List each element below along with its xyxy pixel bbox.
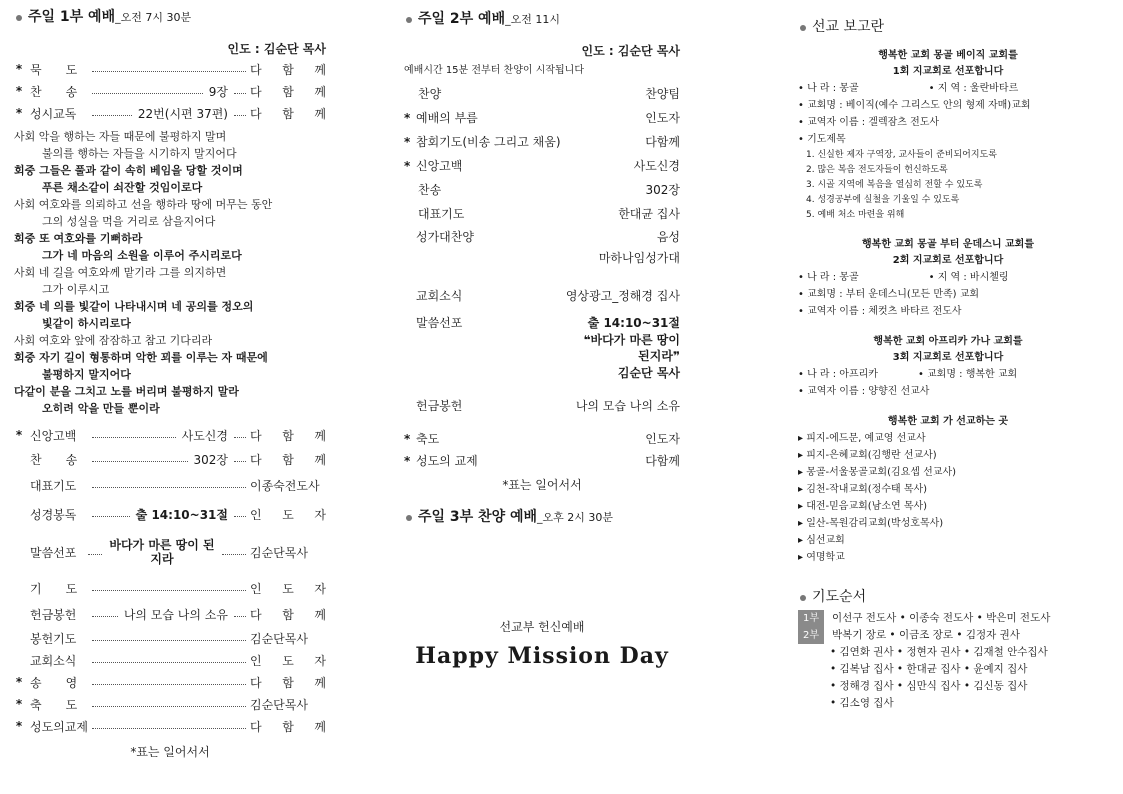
prayer-topic-line: 3. 시골 지역에 복음을 열심히 전할 수 있도록 [806,180,983,190]
second-service-time: _오전 11시 [505,13,560,26]
order-person: 302장 [645,183,680,197]
mission-place-item: ▸ 여명학교 [798,552,845,563]
order-label: 성경봉독 [30,507,77,522]
responsive-line: 사회 악을 행하는 자들 때문에 불평하지 말며 [14,130,227,143]
mission-places-title: 행복한 교회 가 선교하는 곳 [887,416,1009,427]
dot-leader [92,460,188,462]
mission-places [798,414,1098,566]
order-row [404,428,680,450]
mission-info-line: • 교회명 : 베이직(예수 그리스도 안의 형제 자매)교회 [798,100,1031,111]
dot-leader [92,661,246,663]
first-sermon-title: 바다가 마른 땅이 된지라 [109,538,215,566]
third-dept: 선교부 헌신예배 [499,620,585,634]
dot-leader [92,114,132,116]
dot-leader [92,639,246,641]
standing-marker: * [15,106,23,120]
standing-marker: * [15,719,23,733]
order-row [14,671,326,693]
first-order-list-c [14,575,326,737]
mission-report-title: 선교 보고란 [812,19,885,35]
order-row [14,715,326,737]
news-label: 교회소식 [416,289,463,303]
responsive-line: 사회 네 길을 여호와께 맡기라 그를 의지하면 [14,266,227,279]
order-label: 교회소식 [30,653,77,668]
order-person: 이종숙전도사 [250,478,320,493]
second-standing-note: *표는 일어서서 [502,478,582,492]
dot-leader [234,92,246,94]
first-service-leader: 인도 : 김순단 목사 [227,42,326,56]
order-row [14,102,326,124]
mission-place-item: ▸ 피지-은혜교회(김행란 선교사) [798,450,937,461]
second-tail-list [404,428,680,472]
mission-info-line: • 교역자 이름 : 겔렉잠츠 전도사 [798,117,940,128]
order-label: 대표기도 [418,207,465,221]
dot-leader [92,70,246,72]
prayer-names-line: • 정해경 집사 • 심만식 집사 • 김신동 집사 [830,680,1028,692]
standing-marker: * [404,432,411,446]
third-service-time: _오후 2시 30분 [537,511,614,524]
order-person: 다 함 께 [250,607,326,622]
order-person: 다 함 께 [250,428,326,443]
anthem-choir-name: 마하나임성가대 [598,251,680,265]
prayer-names-line: • 김소영 집사 [830,697,894,709]
mission-info-line: • 기도제목 [798,134,846,145]
prayer-row-1-names: 이선구 전도사 • 이종숙 전도사 • 박은미 전도사 [832,612,1051,624]
dot-leader [92,705,246,707]
mission-place-item: ▸ 몽골-서울몽골교회(김요셉 선교사) [798,467,957,478]
responsive-line: 빛같이 하시리로다 [42,317,131,330]
responsive-line: 회중 그들은 풀과 같이 속히 베임을 당할 것이며 [14,164,243,177]
dot-leader [92,486,246,488]
prayer-row-2 [798,627,1098,644]
dot-leader [234,615,246,617]
order-label: 성시교독 [30,106,77,121]
order-person: 다 함 께 [250,62,326,77]
second-offering-row [404,394,680,418]
prayer-topic-line: 5. 예배 처소 마련을 위해 [806,210,905,220]
order-row [14,447,326,471]
first-order-list-a [14,58,326,124]
order-detail: 9장 [208,84,228,99]
order-row [14,471,326,499]
order-row [14,693,326,715]
order-row [14,58,326,80]
order-label: 축도 [416,432,440,446]
dot-leader [92,615,118,617]
anthem-label: 성가대찬양 [416,230,474,244]
responsive-line: 사회 여호와 앞에 잠잠하고 참고 기다리라 [14,334,213,347]
prayer-tag-1: 1부 [798,610,824,627]
dot-leader [92,515,130,517]
order-person: 다 함 께 [250,452,326,467]
mission-day-title: Happy Mission Day [415,643,669,669]
dot-leader [234,436,246,438]
dot-leader [92,92,203,94]
second-service-header [404,8,680,30]
first-sermon-label: 말씀선포 [30,545,77,560]
order-row [14,499,326,529]
order-row [14,601,326,627]
responsive-line: 다같이 분을 그치고 노를 버리며 불평하지 말라 [14,385,239,398]
order-person: 김순단목사 [250,697,308,712]
order-row [404,154,680,178]
second-sermon-row [404,314,680,332]
anthem-row [404,226,680,248]
order-row [404,106,680,130]
standing-marker: * [404,454,411,468]
responsive-reading [14,128,326,417]
first-service-header [14,6,326,28]
standing-marker [404,82,416,106]
order-row [404,178,680,202]
standing-marker: * [404,111,411,125]
second-service-leader: 인도 : 김순단 목사 [581,44,680,58]
responsive-line: 불평하지 말지어다 [42,368,131,381]
mission-info-line: • 나 라 : 아프리카 • 교회명 : 행복한 교회 [798,369,1018,380]
order-row [404,82,680,106]
mission-info-line: • 교역자 이름 : 체컷츠 바타르 전도사 [798,306,962,317]
standing-marker: * [404,135,411,149]
responsive-line: 회중 자기 길이 형통하며 악한 꾀를 이루는 자 때문에 [14,351,268,364]
order-label: 성도의교제 [30,719,88,734]
order-person: 다 함 께 [250,84,326,99]
mission-church-block [798,334,1098,400]
second-service-column [404,0,680,669]
order-person: 다함께 [645,135,680,149]
order-detail: 나의 모습 나의 소유 [123,607,228,622]
first-service-title: 주일 1부 예배 [28,9,116,25]
order-label: 찬 송 [30,452,78,467]
order-row [404,450,680,472]
second-service-title: 주일 2부 예배 [418,11,506,27]
standing-marker: * [15,697,23,711]
second-sermon-preacher: 김순단 목사 [617,366,680,380]
order-label: 헌금봉헌 [30,607,77,622]
order-row [404,130,680,154]
third-service-header [404,506,680,528]
order-label: 대표기도 [30,478,77,493]
first-order-list-b [14,423,326,529]
anthem-choir-row [404,248,680,268]
order-person: 인도자 [645,111,680,125]
prayer-order-title: 기도순서 [812,589,867,605]
standing-marker [404,202,416,226]
mission-block-subheading: 3회 지교회로 선포합니다 [892,352,1004,363]
order-label: 신앙고백 [30,428,77,443]
first-service-time: _오전 7시 30분 [115,11,192,24]
news-value: 영상광고_정해경 집사 [565,289,680,303]
order-person: 다 함 께 [250,106,326,121]
order-label: 묵 도 [30,62,78,77]
order-label: 신앙고백 [416,159,463,173]
responsive-line: 오히려 악을 만들 뿐이라 [42,402,160,415]
order-person: 인 도 자 [250,653,326,668]
order-label: 참회기도(비송 그리고 채움) [416,135,561,149]
second-sermon-ref: 출 14:10~31절 [587,316,680,330]
third-service-title: 주일 3부 찬양 예배 [418,509,538,525]
order-label: 기 도 [30,581,78,596]
responsive-line: 회중 네 의를 빛같이 나타내시며 네 공의를 정오의 [14,300,254,313]
first-standing-note: *표는 일어서서 [130,745,210,759]
prayer-topic-line: 1. 신실한 제자 구역장, 교사들이 준비되어지도록 [806,150,997,160]
mission-block-heading: 행복한 교회 몽골 부터 운데스니 교회를 [862,239,1034,250]
mission-info-line: • 교역자 이름 : 양향진 선교사 [798,386,930,397]
mission-report-header [798,16,1098,38]
second-offering-label: 헌금봉헌 [416,399,463,413]
responsive-line: 푸른 채소같이 쇠잔할 것임이로다 [42,181,203,194]
mission-church-block [798,48,1098,223]
standing-marker: * [15,84,23,98]
order-detail: 302장 [193,452,228,467]
standing-marker: * [15,62,23,76]
mission-info-line: • 교회명 : 부터 운데스니(모든 만족) 교회 [798,289,980,300]
order-person: 다 함 께 [250,719,326,734]
mission-info-line: • 나 라 : 몽골 • 지 역 : 바시첼링 [798,272,1009,283]
first-sermon-preacher: 김순단목사 [250,545,308,560]
mission-block-subheading: 2회 지교회로 선포합니다 [892,255,1004,266]
order-label: 축 도 [30,697,78,712]
prayer-row-2-names: 박복기 장로 • 이금조 장로 • 김정자 권사 [832,629,1020,641]
second-sermon-label: 말씀선포 [416,316,463,330]
prayer-topic-line: 4. 성경공부에 실철을 기울일 수 있도록 [806,195,960,205]
prayer-names-line: • 김복남 집사 • 한대균 집사 • 윤예지 집사 [830,663,1028,675]
mission-place-item: ▸ 대전-믿음교회(남소연 목사) [798,501,928,512]
mission-place-item: ▸ 김천-작내교회(정수태 목사) [798,484,928,495]
mission-block-heading: 행복한 교회 아프리카 가나 교회를 [873,336,1023,347]
order-row [404,202,680,226]
mission-place-item: ▸ 심선교회 [798,535,845,546]
order-person: 사도신경 [633,159,680,173]
order-row [14,575,326,601]
order-row [14,627,326,649]
responsive-line: 불의를 행하는 자들을 시기하지 말지어다 [42,147,237,160]
prayer-names-line: • 김연화 권사 • 정현자 권사 • 김재철 안수집사 [830,646,1048,658]
responsive-line: 그가 이루시고 [42,283,110,296]
order-row [14,649,326,671]
responsive-line: 그가 네 마음의 소원을 이루어 주시리로다 [42,249,242,262]
dot-leader [92,589,246,591]
prayer-row-1 [798,610,1098,627]
mission-place-item: ▸ 일산-목원감리교회(박성호목사) [798,518,944,529]
anthem-choir-song: 음성 [656,230,680,244]
order-detail: 출 14:10~31절 [135,507,228,522]
responsive-line: 사회 여호와를 의뢰하고 선을 행하라 땅에 머무는 동안 [14,198,273,211]
prayer-rows [798,644,1098,712]
prayer-topic-line: 2. 많은 복음 전도자들이 헌신하도록 [806,165,948,175]
order-person: 한대균 집사 [618,207,680,221]
standing-marker [404,178,416,202]
order-person: 다 함 께 [250,675,326,690]
standing-marker: * [404,159,411,173]
mission-places-list [798,430,1098,566]
news-row [404,284,680,308]
order-label: 찬송 [418,183,442,197]
mission-church-block [798,237,1098,320]
order-label: 예배의 부름 [416,111,478,125]
dot-leader [234,515,246,517]
order-label: 성도의 교제 [416,454,478,468]
mission-blocks [798,48,1098,400]
order-person: 다함께 [645,454,680,468]
prayer-order-header [798,586,1098,608]
order-detail: 사도신경 [181,428,228,443]
dot-leader [92,727,246,729]
mission-place-item: ▸ 피지-에드문, 예교영 선교사 [798,433,926,444]
order-detail: 22번(시편 37편) [137,106,228,121]
dot-leader [92,436,176,438]
order-person: 인 도 자 [250,581,326,596]
responsive-line: 그의 성실을 먹을 거리로 삼을지어다 [42,215,216,228]
mission-block-subheading: 1회 지교회로 선포합니다 [892,66,1004,77]
order-label: 송 영 [30,675,78,690]
order-row [14,423,326,447]
second-offering-value: 나의 모습 나의 소유 [575,399,680,413]
responsive-line: 회중 또 여호와를 기뻐하라 [14,232,143,245]
order-person: 인도자 [645,432,680,446]
order-label: 봉헌기도 [30,631,77,646]
order-row [14,80,326,102]
order-person: 인 도 자 [250,507,326,522]
order-person: 찬양팀 [645,87,680,101]
prayer-tag-2: 2부 [798,627,824,644]
mission-block-heading: 행복한 교회 몽골 베이직 교회를 [878,50,1018,61]
dot-leader [234,114,246,116]
standing-marker: * [15,675,23,689]
second-sermon-title-1: ❝바다가 마른 땅이 [583,333,680,347]
order-label: 찬 송 [30,84,78,99]
first-sermon-row [14,529,326,575]
second-sermon-title-2: 된지라❞ [638,349,680,363]
mission-info-line: • 나 라 : 몽골 • 지 역 : 울란바타르 [798,83,1019,94]
standing-marker: * [15,428,23,442]
mission-column [798,0,1098,712]
dot-leader [234,460,246,462]
second-order-list [404,82,680,226]
order-person: 김순단목사 [250,631,308,646]
second-intro: 예배시간 15분 전부터 찬양이 시작됩니다 [404,65,584,76]
dot-leader [92,683,246,685]
order-label: 찬양 [418,87,442,101]
first-service-column [14,0,326,760]
